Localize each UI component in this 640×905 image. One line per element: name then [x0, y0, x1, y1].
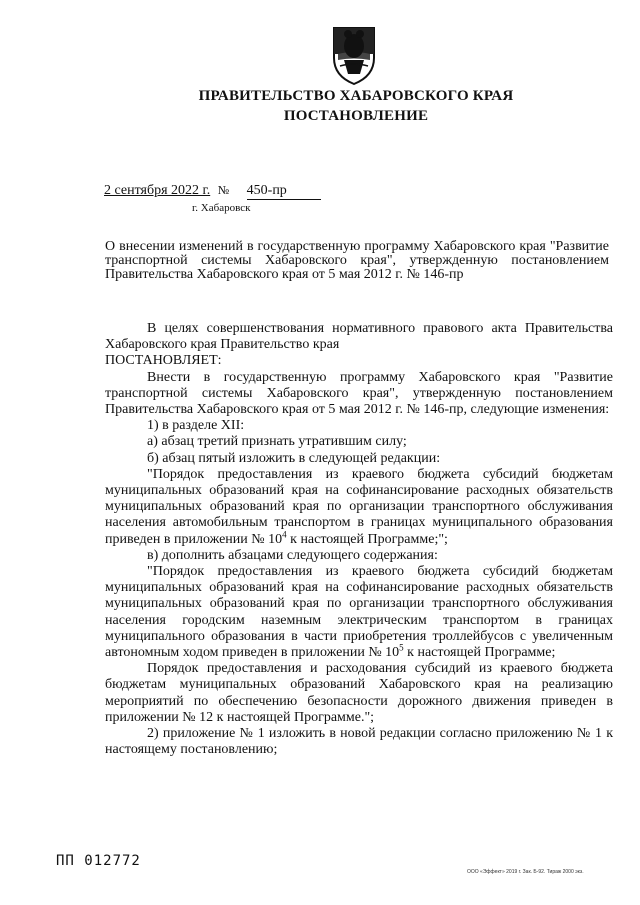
item-1c: в) дополнить абзацами следующего содержания: [147, 547, 438, 563]
form-code: ПП 012772 [56, 853, 141, 869]
coat-of-arms-icon [330, 24, 378, 86]
quote-3: Порядок предоставления и расходования субсидий из краевого бюджета бюджетам муниципальных образований Хабаровского края на реализацию мероприятий по обеспечению безопасности дорожного движения приведен в приложении № 12 к настоящей Программе."; [105, 661, 613, 725]
quote-2-sup: 5 [399, 642, 404, 653]
document-date: 2 сентября 2022 г. [104, 183, 211, 198]
quote-2 [105, 564, 613, 661]
document-number: 450-пр [247, 183, 321, 200]
item-1a: а) абзац третий признать утратившим силу; [147, 434, 407, 450]
item-2: 2) приложение № 1 изложить в новой редакции согласно приложению № 1 к настоящему постановлению; [105, 726, 613, 758]
item-1b: б) абзац пятый изложить в следующей редакции: [147, 450, 441, 466]
quote-1-tail: к настоящей Программе;"; [286, 531, 448, 547]
document-type: ПОСТАНОВЛЕНИЕ [283, 108, 429, 124]
document-subject: О внесении изменений в государственную программу Хабаровского края "Развитие транспортной системы Хабаровского края", утвержденную постановлением Правительства Хабаровского края от 5 мая 2012 г. № 146-пр [105, 239, 609, 282]
document-body [105, 321, 613, 758]
quote-2-text: "Порядок предоставления из краевого бюджета субсидий бюджетам муниципальных образований края на софинансирование расходных обязательств муниципальных образований края по организации транспортного обслуживания населения городским наземным электрическим транспортом в границах муниципального образования в части приобретения троллейбусов с увеличенным автономным ходом приведен в приложении № 10 [105, 564, 613, 661]
date-line [104, 183, 321, 200]
quote-1-sup: 4 [282, 528, 287, 539]
resolution-word: ПОСТАНОВЛЯЕТ: [105, 353, 222, 369]
print-note: ООО «Эффект» 2019 г. Зак. Б-92. Тираж 2000 экз. [467, 869, 584, 875]
paragraph-main: Внести в государственную программу Хабаровского края "Развитие транспортной системы Хабаровского края", утвержденную постановлением Правительства Хабаровского края от 5 мая 2012 г. № 146-пр, следующие изменения: [105, 369, 613, 418]
government-name: ПРАВИТЕЛЬСТВО ХАБАРОВСКОГО КРАЯ [198, 88, 514, 104]
quote-2-tail: к настоящей Программе; [403, 645, 556, 661]
document-city: г. Хабаровск [192, 202, 251, 214]
preamble: В целях совершенствования нормативного правового акта Правительства Хабаровского края Правительство края [105, 321, 613, 353]
quote-1-text: "Порядок предоставления из краевого бюджета субсидий бюджетам муниципальных образований края на софинансирование расходных обязательств муниципальных образований края по организации транспортного обслуживания населения автомобильным транспортом в границах муниципального образования приведен в приложении № 10 [105, 466, 613, 547]
quote-1 [105, 467, 613, 548]
number-label: № [217, 183, 230, 197]
item-1: 1) в разделе XII: [147, 418, 245, 434]
